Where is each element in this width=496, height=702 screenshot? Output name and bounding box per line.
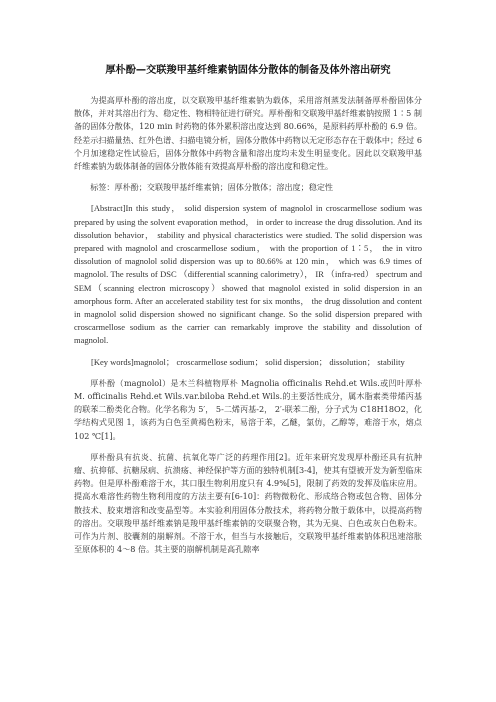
body-paragraph-pharmacology: 厚朴酚具有抗炎、抗菌、抗氧化等广泛的药理作用[2]。近年来研究发现厚朴酚还具有抗肿瘤、抗抑郁、抗糖尿病、抗溃疡、神经保护等方面的独特机制[3-4]，使其有望被开发为新型临床药物。但是厚朴酚难溶于水，其口服生物利用度只有 4.9%[5]，限制了药效的发挥及临床应用。提高水难溶性药物生物利用度的方法主要有[6-10]：药物微粉化、形成络合物或包合物、固体分散技术、胶束增溶和改变晶型等。本实验利用固体分散技术，将药物分散于载体中，以提高药物的溶出。交联羧甲基纤维素钠是羧甲基纤维素钠的交联聚合物，其为无臭、白色或灰白色粉末。可作为片剂、胶囊剂的崩解剂。不溶于水，但当与水接触后，交联羧甲基纤维素钠体积迅速溶胀至原体积的 4～8 倍。其主要的崩解机制是高孔隙率 [74, 451, 422, 555]
chinese-abstract: 为提高厚朴酚的溶出度，以交联羧甲基纤维素钠为载体，采用溶剂蒸发法制备厚朴酚固体分散体，并对其溶出行为、稳定性、物相特征进行研究。厚朴酚和交联羧甲基纤维素钠按照 1∶5 制备的固体分散体，120 min 时药物的体外累积溶出度达到 80.66%，是原料药厚朴酚的 6.9 倍。经差示扫描量热、红外色谱、扫描电镜分析，固体分散体中药物以无定形态存在于载体中；经过 6 个月加速稳定性试验后，固体分散体中药物含量和溶出度均未发生明显变化。因此以交联羧甲基纤维素钠为载体制备的固体分散体能有效提高厚朴酚的溶出度和稳定性。 [74, 95, 422, 172]
english-keywords: [Key words]magnolol； croscarmellose sodium； solid dispersion； dissolution； stability [91, 356, 405, 367]
body-paragraph-intro: 厚朴酚（magnolol）是木兰科植物厚朴 Magnolia officinalis Rehd.et Wils.或凹叶厚朴 M. officinalis Rehd.et Wils.var.biloba Rehd.et Wils.的主要活性成分，属木脂素类带烯丙基的联苯二酚类化合物。化学名称为 5′， 5-二烯丙基-2， 2′-联苯二酚，分子式为 C18H18O2，化学结构式见图 1，该药为白色至黄褐色粉末，易溶于苯，乙醚，氯仿，乙醇等，难溶于水，熔点 102 ℃[1]。 [74, 377, 422, 441]
article-title: 厚朴酚—交联羧甲基纤维素钠固体分散体的制备及体外溶出研究 [105, 65, 391, 76]
english-abstract: [Abstract]In this study， solid dispersion system of magnolol in croscarmellose sodium was prepared by using the solvent evaporation method， in order to increase the drug dissolution. And its dissolution behavior， stability and physical characteristics were studied. The solid dispersion was prepared with magnolol and croscarmellose sodium， with the proportion of 1∶5， the in vitro dissolution of magnolol solid dispersion was up to 80.66% at 120 min， which was 6.9 times of magnolol. The results of DSC （differential scanning calorimetry）， IR （infra-red） spectrum and SEM（scanning electron microscopy）showed that magnolol existed in solid dispersion in an amorphous form. After an accelerated stability test for six months， the drug dissolution and content in magnolol solid dispersion showed no significant change. So the solid dispersion prepared with croscarmellose sodium as the carrier can remarkably improve the stability and dissolution of magnolol. [74, 203, 422, 346]
chinese-keywords: 标签：厚朴酚；交联羧甲基纤维素钠；固体分散体；溶出度；稳定性 [90, 182, 334, 193]
